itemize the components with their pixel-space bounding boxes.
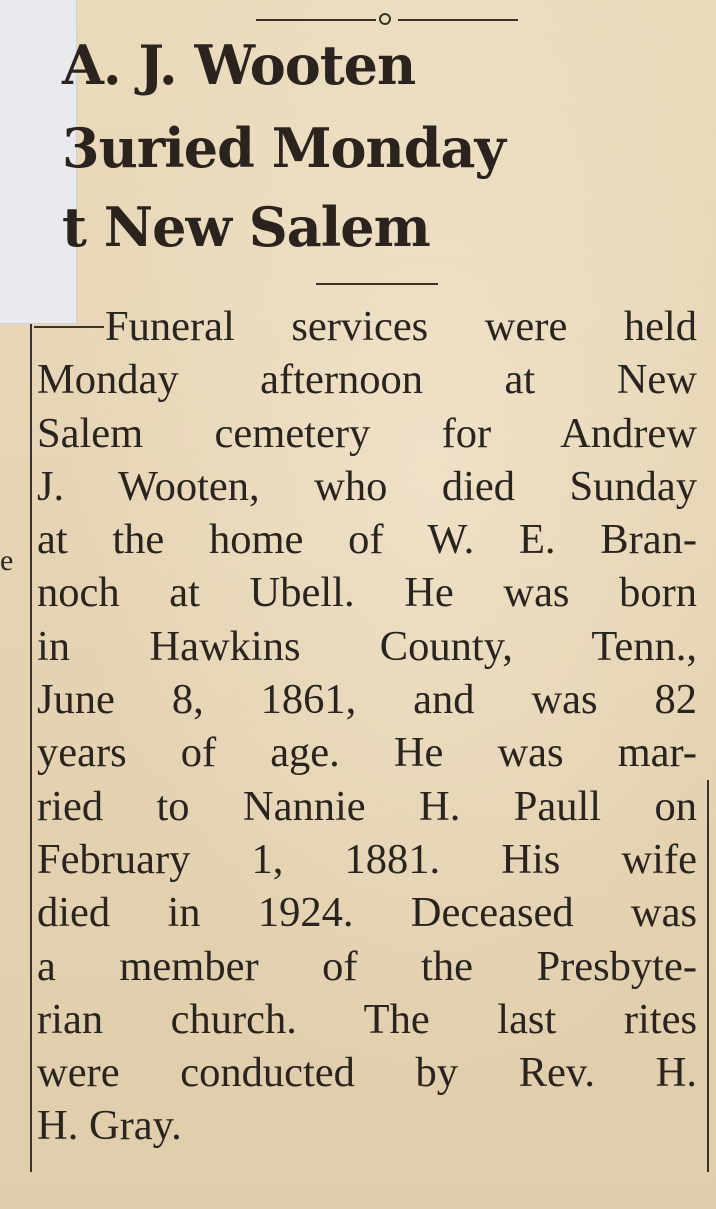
body-line: rian church. The last rites	[37, 995, 697, 1043]
body-line: died in 1924. Deceased was	[37, 889, 697, 937]
body-line: a member of the Presbyte-	[37, 942, 697, 990]
ornamental-rule-top	[256, 10, 518, 30]
body-line: February 1, 1881. His wife	[37, 835, 697, 883]
body-line: at the home of W. E. Bran-	[37, 516, 697, 564]
body-line: J. Wooten, who died Sunday	[37, 462, 697, 510]
body-line: were conducted by Rev. H.	[37, 1049, 697, 1097]
obituary-body	[37, 300, 697, 1153]
body-line: years of age. He was mar-	[37, 729, 697, 777]
rule-line-right	[398, 19, 518, 21]
body-line: in Hawkins County, Tenn.,	[37, 622, 697, 670]
body-line: H. Gray.	[37, 1102, 182, 1150]
column-rule-right	[707, 780, 709, 1172]
column-rule-left	[30, 324, 32, 1172]
body-line: June 8, 1861, and was 82	[37, 676, 697, 724]
body-line: ried to Nannie H. Paull on	[37, 782, 697, 830]
body-line: Funeral services were held	[105, 303, 697, 350]
body-line: Monday afternoon at New	[37, 356, 697, 404]
headline-divider	[316, 283, 438, 285]
adjacent-column-fragment: e	[0, 544, 14, 577]
rule-line-left	[256, 19, 376, 21]
headline-line-3: t New Salem	[62, 195, 430, 259]
body-line: Salem cemetery for Andrew	[37, 409, 697, 457]
rule-ornament-circle	[379, 13, 391, 25]
headline-line-1: A. J. Wooten	[62, 33, 416, 97]
body-line: noch at Ubell. He was born	[37, 569, 697, 617]
headline-line-2: 3uried Monday	[62, 116, 505, 180]
